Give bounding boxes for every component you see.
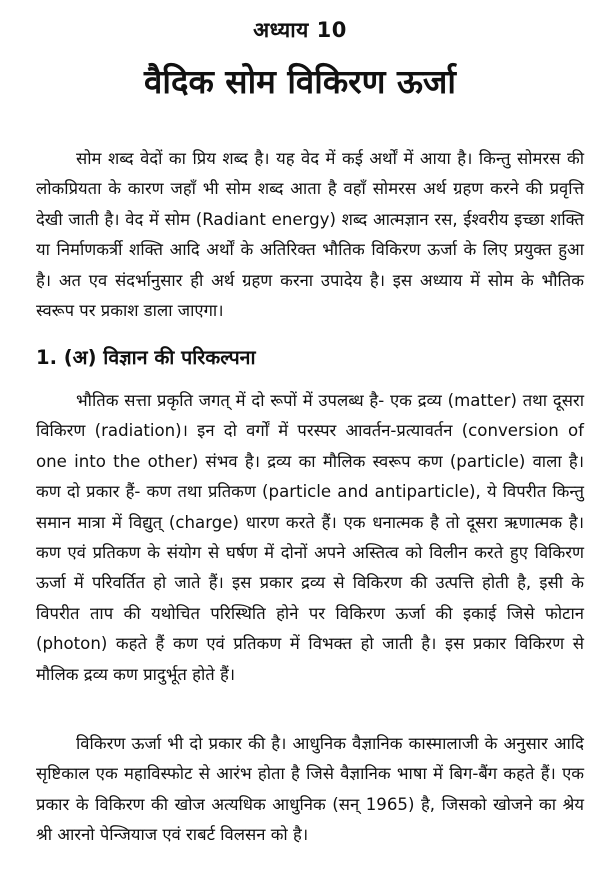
section-body-paragraph: भौतिक सत्ता प्रकृति जगत् में दो रूपों में उपलब्ध है- एक द्रव्य (matter) तथा दूसरा विकिरण (radiation)। इन दो वर्गों में परस्पर आवर्तन-प्रत्यावर्तन (conversion of one into the other) संभव है। द्रव्य का मौलिक स्वरूप कण (particle) वाला है। कण दो प्रकार हैं- कण तथा प्रतिकण (particle and antiparticle), ये विपरीत किन्तु समान मात्रा में विद्युत् (charge) धारण करते हैं। एक धनात्मक है तो दूसरा ऋणात्मक है। कण एवं प्रतिकण के संयोग से घर्षण में दोनों अपने अस्तित्व को विलीन करते हुए विकिरण ऊर्जा में परिवर्तित हो जाते हैं। इस प्रकार द्रव्य से विकिरण की उत्पत्ति होती है, इसी के विपरीत ताप की यथोचित परिस्थिति होने पर विकिरण ऊर्जा की इकाई जिसे फोटान (photon) कहते हैं कण एवं प्रतिकण में विभक्त हो जाती है। इस प्रकार विकिरण से मौलिक द्रव्य कण प्रादुर्भूत होते हैं। (36, 391, 584, 684)
chapter-number: अध्याय 10 (253, 18, 347, 42)
closing-paragraph: विकिरण ऊर्जा भी दो प्रकार की है। आधुनिक वैज्ञानिक कास्मालाजी के अनुसार आदि सृष्टिकाल एक महाविस्फोट से आरंभ होता है जिसे वैज्ञानिक भाषा में बिग-बैंग कहते हैं। एक प्रकार के विकिरण की खोज अत्यधिक आधुनिक (सन् 1965) है, जिसको खोजने का श्रेय श्री आरनो पेन्जियाज एवं राबर्ट विलसन को है। (36, 734, 584, 845)
chapter-title: वैदिक सोम विकिरण ऊर्जा (144, 62, 456, 101)
section-heading: 1. (अ) विज्ञान की परिकल्पना (36, 346, 256, 369)
intro-paragraph: सोम शब्द वेदों का प्रिय शब्द है। यह वेद में कई अर्थों में आया है। किन्तु सोमरस की लोकप्रियता के कारण जहाँ भी सोम शब्द आता है वहाँ सोमरस अर्थ ग्रहण करने की प्रवृत्ति देखी जाती है। वेद में सोम (Radiant energy) शब्द आत्मज्ञान रस, ईश्वरीय इच्छा शक्ति या निर्माणकर्त्री शक्ति आदि अर्थों के अतिरिक्त भौतिक विकिरण ऊर्जा के लिए प्रयुक्त हुआ है। अत एव संदर्भानुसार ही अर्थ ग्रहण करना उपादेय है। इस अध्याय में सोम के भौतिक स्वरूप पर प्रकाश डाला जाएगा। (36, 149, 584, 321)
